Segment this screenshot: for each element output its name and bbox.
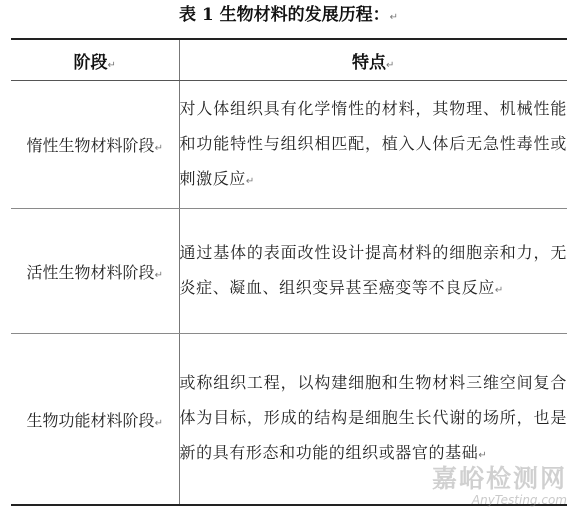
features-text: 或称组织工程，以构建细胞和生物材料三维空间复合体为目标，形成的结构是细胞生长代谢的场所，也是新的具有形态和功能的组织或器官的基础 (179, 373, 567, 462)
stage-label: 生物功能材料阶段 (26, 410, 155, 430)
table-caption (0, 4, 577, 29)
features-text: 对人体组织具有化学惰性的材料，其物理、机械性能和功能特性与组织相匹配，植入人体后无急性毒性或刺激反应 (179, 98, 567, 188)
stage-label: 活性生物材料阶段 (26, 262, 155, 282)
table-row (11, 81, 567, 209)
stage-cell (11, 209, 179, 334)
header-stage (11, 39, 179, 81)
paragraph-mark-icon: ↵ (389, 12, 399, 23)
paragraph-mark-icon: ↵ (386, 59, 395, 71)
header-stage-label: 阶段 (73, 52, 108, 73)
features-cell (179, 334, 567, 506)
watermark-english: AnyTesting.com (471, 493, 567, 507)
features-text: 通过基体的表面改性设计提高材料的细胞亲和力，无炎症、凝血、组织变异甚至癌变等不良反应 (179, 242, 567, 297)
watermark-chinese: 嘉峪检测网 (431, 464, 567, 493)
features-cell (179, 81, 567, 209)
stage-cell (11, 334, 179, 506)
paragraph-mark-icon: ↵ (154, 143, 163, 154)
paragraph-mark-icon: ↵ (154, 269, 163, 281)
paragraph-mark-icon: ↵ (478, 450, 488, 461)
table-row (11, 334, 567, 506)
table-row (11, 209, 567, 334)
paragraph-mark-icon: ↵ (245, 175, 255, 187)
stage-cell (11, 81, 179, 209)
paragraph-mark-icon: ↵ (107, 59, 116, 71)
header-features-label: 特点 (352, 52, 387, 73)
paragraph-mark-icon: ↵ (494, 284, 504, 296)
header-features (179, 39, 567, 81)
header-row (11, 39, 567, 81)
features-cell (179, 209, 567, 334)
development-history-table (11, 38, 567, 506)
paragraph-mark-icon: ↵ (154, 417, 163, 429)
stage-label: 惰性生物材料阶段 (26, 136, 155, 155)
caption-text: 表 1 生物材料的发展历程： (178, 5, 390, 25)
